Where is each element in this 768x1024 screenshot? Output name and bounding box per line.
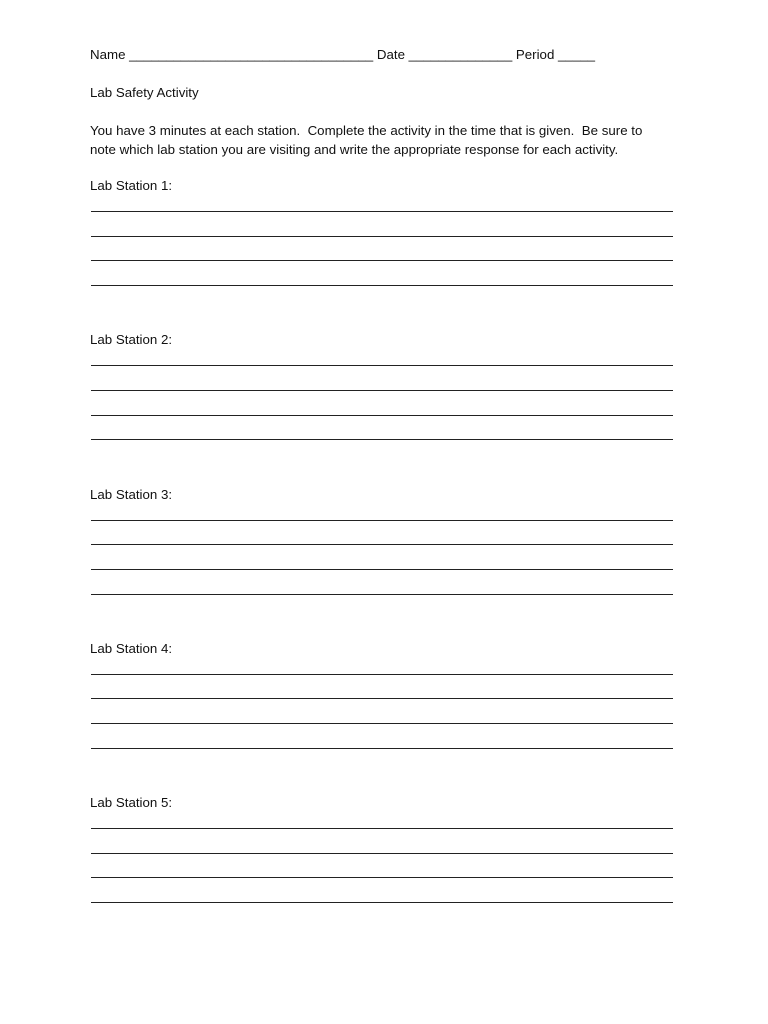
answer-line — [91, 698, 673, 699]
answer-line — [91, 594, 673, 595]
lab-station-2-label: Lab Station 2: — [90, 332, 173, 347]
answer-line — [91, 569, 673, 570]
answer-line — [91, 853, 673, 854]
answer-line — [91, 365, 673, 366]
answer-line — [91, 902, 673, 903]
lab-station-1-label: Lab Station 1: — [90, 178, 173, 193]
answer-line — [91, 260, 673, 261]
answer-line — [91, 390, 673, 391]
answer-line — [91, 211, 673, 212]
answer-line — [91, 236, 673, 237]
lab-station-3-label: Lab Station 3: — [90, 487, 173, 502]
answer-line — [91, 439, 673, 440]
answer-line — [91, 520, 673, 521]
answer-line — [91, 415, 673, 416]
lab-station-5-label: Lab Station 5: — [90, 795, 173, 810]
name-date-period-line: Name _________________________________ Date ______________ Period _____ — [90, 47, 596, 62]
answer-line — [91, 723, 673, 724]
instructions — [90, 121, 690, 159]
answer-line — [91, 674, 673, 675]
answer-line — [91, 285, 673, 286]
lab-station-4-label: Lab Station 4: — [90, 641, 173, 656]
worksheet-title: Lab Safety Activity — [90, 85, 199, 100]
answer-line — [91, 544, 673, 545]
instructions-line-2: note which lab station you are visiting and write the appropriate response for each activity. — [90, 142, 619, 157]
answer-line — [91, 877, 673, 878]
answer-line — [91, 748, 673, 749]
instructions-line-1: You have 3 minutes at each station. Complete the activity in the time that is given. Be sure to — [90, 123, 643, 138]
answer-line — [91, 828, 673, 829]
